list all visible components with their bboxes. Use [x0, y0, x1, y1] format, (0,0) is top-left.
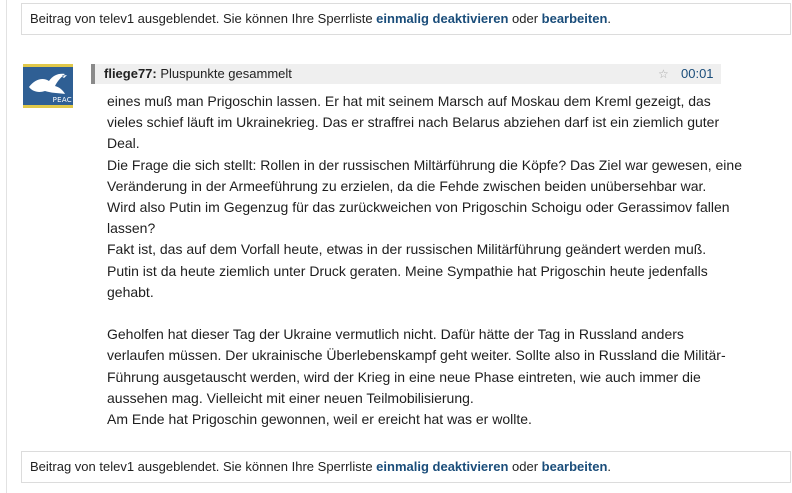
avatar-caption: PEAC: [52, 96, 72, 104]
hidden-post-notice-top: [21, 3, 791, 35]
post-text-line: Geholfen hat dieser Tag der Ukraine vermutlich nicht. Dafür hätte der Tag in Russland anders: [107, 326, 684, 343]
post-text-line: Am Ende hat Prigoschin gewonnen, weil er ereicht hat was er wollte.: [107, 411, 532, 428]
post-header: [91, 64, 721, 84]
notice-text-end: .: [607, 11, 612, 26]
post-body: [107, 91, 747, 430]
post-text-line: vieles schief läuft im Ukrainekrieg. Das er straffrei nach Belarus abziehen darf ist ein ziemlich guter: [107, 114, 720, 131]
avatar[interactable]: [23, 64, 73, 108]
post-text-line: aussehen mag. Vielleicht mit einer neuen Teilmobilisierung.: [107, 389, 474, 406]
post-text-line: Wird also Putin im Gegenzug für das zurückweichen von Prigoschin Schoigu oder Gerassimov fallen: [107, 199, 730, 216]
post-subject: Pluspunkte gesammelt: [160, 66, 292, 81]
disable-blocklist-once-link[interactable]: einmalig deaktivieren: [376, 11, 509, 26]
edit-blocklist-link[interactable]: bearbeiten: [541, 459, 608, 474]
disable-blocklist-once-link[interactable]: einmalig deaktivieren: [376, 459, 509, 474]
post-text-line: verlaufen müssen. Der ukrainische Überlebenskampf geht weiter. Sollte also in Russland die Militär-: [107, 347, 726, 364]
notice-text-middle: oder: [508, 11, 542, 26]
notice-text: Beitrag von telev1 ausgeblendet. Sie können Ihre Sperrliste: [30, 459, 377, 474]
post-text-line: Die Frage die sich stellt: Rollen in der russischen Miltärführung die Köpfe? Das Ziel war gewesen, eine: [107, 156, 742, 173]
post-text-line: gehabt.: [107, 283, 154, 300]
hidden-post-notice-bottom: [21, 451, 791, 483]
post-text-line: lassen?: [107, 220, 156, 237]
star-icon[interactable]: ☆: [658, 67, 669, 81]
post-text-line: Fakt ist, das auf dem Vorfall heute, etwas in der russischen Militärführung geändert werden muß.: [107, 241, 707, 258]
notice-text: Beitrag von telev1 ausgeblendet. Sie können Ihre Sperrliste: [30, 11, 377, 26]
notice-text-middle: oder: [508, 459, 542, 474]
author-name[interactable]: fliege77:: [104, 66, 157, 81]
notice-text-end: .: [607, 459, 612, 474]
post-time[interactable]: 00:01: [681, 66, 714, 81]
post-text-line: Veränderung in der Armeeführung zu erzielen, da die Fehde zwischen beiden unübersehbar war.: [107, 177, 707, 194]
post-text-line: eines muß man Prigoschin lassen. Er hat mit seinem Marsch auf Moskau dem Kreml gezeigt, das: [107, 93, 711, 109]
post-text-line: Führung ausgetauscht werden, wird der Krieg in eine neue Phase eintreten, wie auch immer die: [107, 368, 701, 385]
paragraph-spacer: [107, 303, 747, 324]
post-text-line: Deal.: [107, 135, 140, 152]
post-text-line: Putin ist da heute ziemlich unter Druck geraten. Meine Sympathie hat Prigoschin heute jedenfalls: [107, 262, 708, 279]
edit-blocklist-link[interactable]: bearbeiten: [541, 11, 608, 26]
thread-indent-line: [6, 0, 7, 493]
